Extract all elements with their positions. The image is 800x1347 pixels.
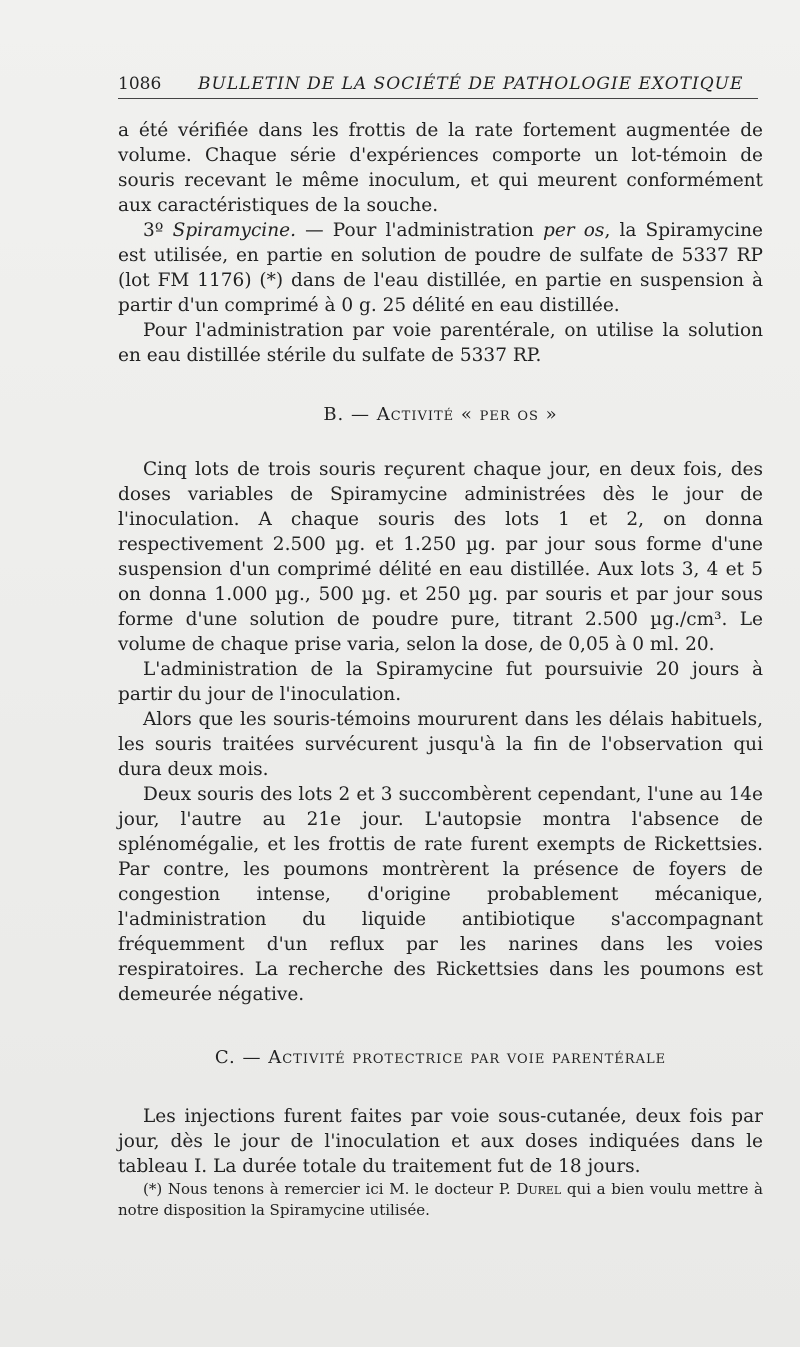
paragraph-2-text-b: , la Spiramycine est utilisée, en partie en solution de poudre de sulfate de 5337 RP (lot FM 1176) (*) dans de l'eau distillée, en partie en suspension à partir d'un comprimé à 0 g. 25 délité en eau distillée. [118,220,763,316]
section-title: Spiramycine. [172,220,296,241]
footnote [118,1179,763,1221]
per-os-term: per os [543,220,605,241]
page-number: 1086 [118,74,162,94]
journal-title: BULLETIN DE LA SOCIÉTÉ DE PATHOLOGIE EXOTIQUE [198,74,744,94]
body-text [118,118,763,1221]
paragraph-4: Cinq lots de trois souris reçurent chaque jour, en deux fois, des doses variables de Spiramycine administrées dès le jour de l'inoculation. A chaque souris des lots 1 et 2, on donna respectivement 2.500 µg. et 1.250 µg. par jour sous forme d'une suspension d'un comprimé délité en eau distillée. Aux lots 3, 4 et 5 on donna 1.000 µg., 500 µg. et 250 µg. par souris et par jour sous forme d'une solution de poudre pure, titrant 2.500 µg./cm³. Le volume de chaque prise varia, selon la dose, de 0,05 à 0 ml. 20. [118,459,763,655]
footnote-text-a: (*) Nous tenons à remercier ici M. le docteur P. [143,1180,517,1198]
section-heading-c: C. — Activité protectrice par voie parentérale [214,1047,667,1068]
paragraph-2-text-a: — Pour l'administration [295,220,544,241]
footnote-text-b: qui a bien voulu mettre à notre disposition la Spiramycine utilisée. [118,1180,763,1219]
section-heading-b: B. — Activité « per os » [323,404,558,425]
paragraph-1: a été vérifiée dans les frottis de la rate fortement augmentée de volume. Chaque série d'expériences comporte un lot-témoin de souris recevant le même inoculum, et qui meurent conformément aux caractéristiques de la souche. [118,120,763,216]
paragraph-7: Deux souris des lots 2 et 3 succombèrent cependant, l'une au 14e jour, l'autre au 21e jour. L'autopsie montra l'absence de splénomégalie, et les frottis de rate furent exempts de Rickettsies. Par contre, les poumons montrèrent la présence de foyers de congestion intense, d'origine probablement mécanique, l'administration du liquide antibiotique s'accompagnant fréquemment d'un reflux par les narines dans les voies respiratoires. La recherche des Rickettsies dans les poumons est demeurée négative. [118,784,763,1005]
paragraph-2 [118,218,763,318]
paragraph-3: Pour l'administration par voie parentérale, on utilise la solution en eau distillée stérile du sulfate de 5337 RP. [118,320,763,366]
running-header [118,74,758,99]
section-number: 3º [143,220,164,241]
paragraph-8: Les injections furent faites par voie sous-cutanée, deux fois par jour, dès le jour de l'inoculation et aux doses indiquées dans le tableau I. La durée totale du traitement fut de 18 jours. [118,1106,763,1177]
footnote-name: Durel [516,1180,562,1198]
paragraph-5: L'administration de la Spiramycine fut poursuivie 20 jours à partir du jour de l'inoculation. [118,659,763,705]
paragraph-6: Alors que les souris-témoins moururent dans les délais habituels, les souris traitées survécurent jusqu'à la fin de l'observation qui dura deux mois. [118,709,763,780]
